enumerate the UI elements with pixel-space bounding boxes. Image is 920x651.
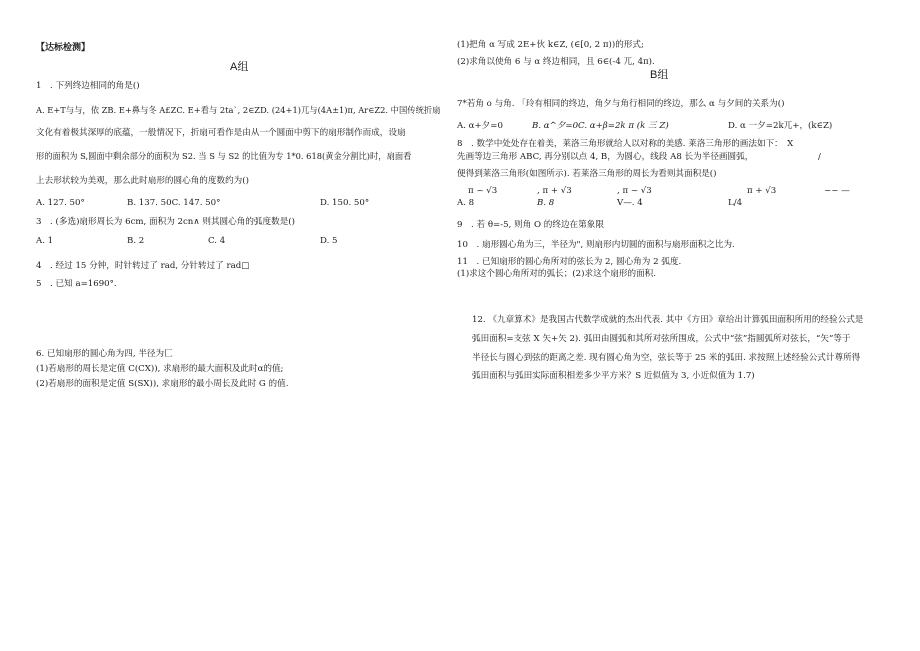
q1-line1: A. E+T与与，依 ZB. E+鼻与冬 A£ZC. E+看与 2ta`, 2∈ZD. (24+1)兀与(4A±1)π, Ar∈Z2. 中国传统折扇 bbox=[36, 105, 441, 115]
right-page bbox=[457, 0, 920, 651]
q1-line4: 上去形状较为美观，那么此时扇形的圆心角的度数约为() bbox=[36, 176, 249, 186]
group-a-heading: A组 bbox=[230, 61, 249, 73]
q9-text: 9 . 若 θ=-5, 则角 O 的终边在第象限 bbox=[457, 220, 604, 230]
q5-part2: (2)求角以使角 6 与 α 终边相同，且 6∈(-4 兀, 4π). bbox=[457, 57, 655, 67]
section-title: 【达标检测】 bbox=[36, 43, 91, 53]
q3-option-d: D. 5 bbox=[320, 236, 338, 246]
q1-line3: 形的面积为 S,圆面中剩余部分的面积为 S2. 当 S 与 S2 的比值为专 1*0. 618(黄金分割比)时，扇面看 bbox=[36, 151, 412, 161]
q7-option-bc: B. α^夕=0C. α+β=2k π (k 三 Z) bbox=[532, 121, 669, 131]
q7-option-d: D. α 一夕=2k兀+，(k∈Z) bbox=[728, 121, 833, 131]
q1-option-bc: B. 137. 50C. 147. 50° bbox=[127, 198, 221, 208]
q3-option-a: A. 1 bbox=[36, 236, 54, 246]
q8-option-d-formula: π + √3 bbox=[747, 186, 777, 196]
q6-part1: (1)若扇形的周长是定值 C(CX)), 求扇形的最大面积及此时α的值; bbox=[36, 364, 284, 374]
q4-text: 4 . 经过 15 分钟，时针转过了 rad, 分针转过了 rad□ bbox=[36, 261, 250, 271]
q1-option-d: D. 150. 50° bbox=[320, 198, 370, 208]
group-b-heading: B组 bbox=[650, 69, 669, 81]
q1-line2: 文化有着极其深厚的底蕴，一般情况下，折扇可看作是由从一个圆面中剪下的扇形制作而成，设扇 bbox=[36, 128, 406, 138]
q1-stem: 1 . 下列终边相同的角是() bbox=[36, 81, 140, 91]
q8-mark: / bbox=[818, 152, 821, 162]
q3-option-b: B. 2 bbox=[127, 236, 145, 246]
q12-line3: 半径长与圆心到弦的距离之差. 现有圆心角为空，弦长等于 25 米的弧田. 求按照上述经验公式计尊所得 bbox=[472, 353, 861, 363]
q8-option-d: L/4 bbox=[728, 198, 743, 208]
q8-option-a-formula: π ~ √3 bbox=[468, 186, 498, 196]
q8-line3: 便得到莱洛三角形(如图所示). 若莱洛三角形的周长为看则其面积是() bbox=[457, 169, 717, 179]
q5-text: 5 . 已知 a=1690°. bbox=[36, 279, 117, 289]
q5-part1: (1)把角 α 写成 2E+伙 k∈Z, (∈[0, 2 π))的形式; bbox=[457, 40, 644, 50]
q3-stem: 3 . (多选)扇形周长为 6cm, 面积为 2cn∧ 则其圆心角的弧度数是() bbox=[36, 217, 296, 227]
q8-option-a: A. 8 bbox=[457, 198, 475, 208]
q8-option-b-formula: , π + √3 bbox=[537, 186, 572, 196]
q8-option-b: B. 8 bbox=[537, 198, 555, 208]
q11-stem: 11 . 已知扇形的圆心角所对的弦长为 2, 圆心角为 2 弧度. bbox=[457, 257, 682, 267]
q7-option-a: A. α+夕=0 bbox=[457, 121, 503, 131]
q8-line2: 先画等边三角形 ABC, 再分别以点 4, B，为圆心，线段 A8 长为半径画圆弧， bbox=[457, 152, 754, 162]
q1-option-a: A. 127. 50° bbox=[36, 198, 85, 208]
q11-parts: (1)求这个圆心角所对的弧长；(2)求这个扇形的面积. bbox=[457, 269, 656, 279]
q8-tail-mark: ~~ — bbox=[824, 186, 850, 196]
q8-option-c: V—. 4 bbox=[617, 198, 643, 208]
q12-line1: 12. 《九章算术》是我国古代数学成就的杰出代表. 其中《方田》章给出计算弧田面积所用的经验公式是 bbox=[472, 315, 864, 325]
q3-option-c: C. 4 bbox=[208, 236, 226, 246]
q8-option-c-formula: , π ~ √3 bbox=[617, 186, 652, 196]
q12-line2: 弧田面积=支弦 X 矢+矢 2). 弧田由圆弧和其所对弦所围成，公式中“弦”指圆弧所对弦长，“矢”等于 bbox=[472, 334, 851, 344]
q6-stem: 6. 已知扇形的圆心角为四, 半径为匚 bbox=[36, 349, 173, 359]
q8-line1: 8 . 数学中处处存在着美，莱洛三角形就给人以对称的美感. 莱洛三角形的画法如下： X bbox=[457, 139, 794, 149]
q7-stem: 7*若角 o 与角. 「玲有相同的终边，角夕与角行相同的终边，那么 α 与夕间的关系为() bbox=[457, 99, 785, 109]
q10-text: 10 . 扇形圆心角为三，半径为", 则扇形内切圆的面积与扇形面积之比为. bbox=[457, 240, 735, 250]
q6-part2: (2)若扇形的面积是定值 S(SX)), 求扇形的最小周长及此时 G 的值. bbox=[36, 379, 289, 389]
q12-line4: 弧田面积与弧田实际面积相差多少平方米？S 近似值为 3, 小近似值为 1.7) bbox=[472, 371, 755, 381]
